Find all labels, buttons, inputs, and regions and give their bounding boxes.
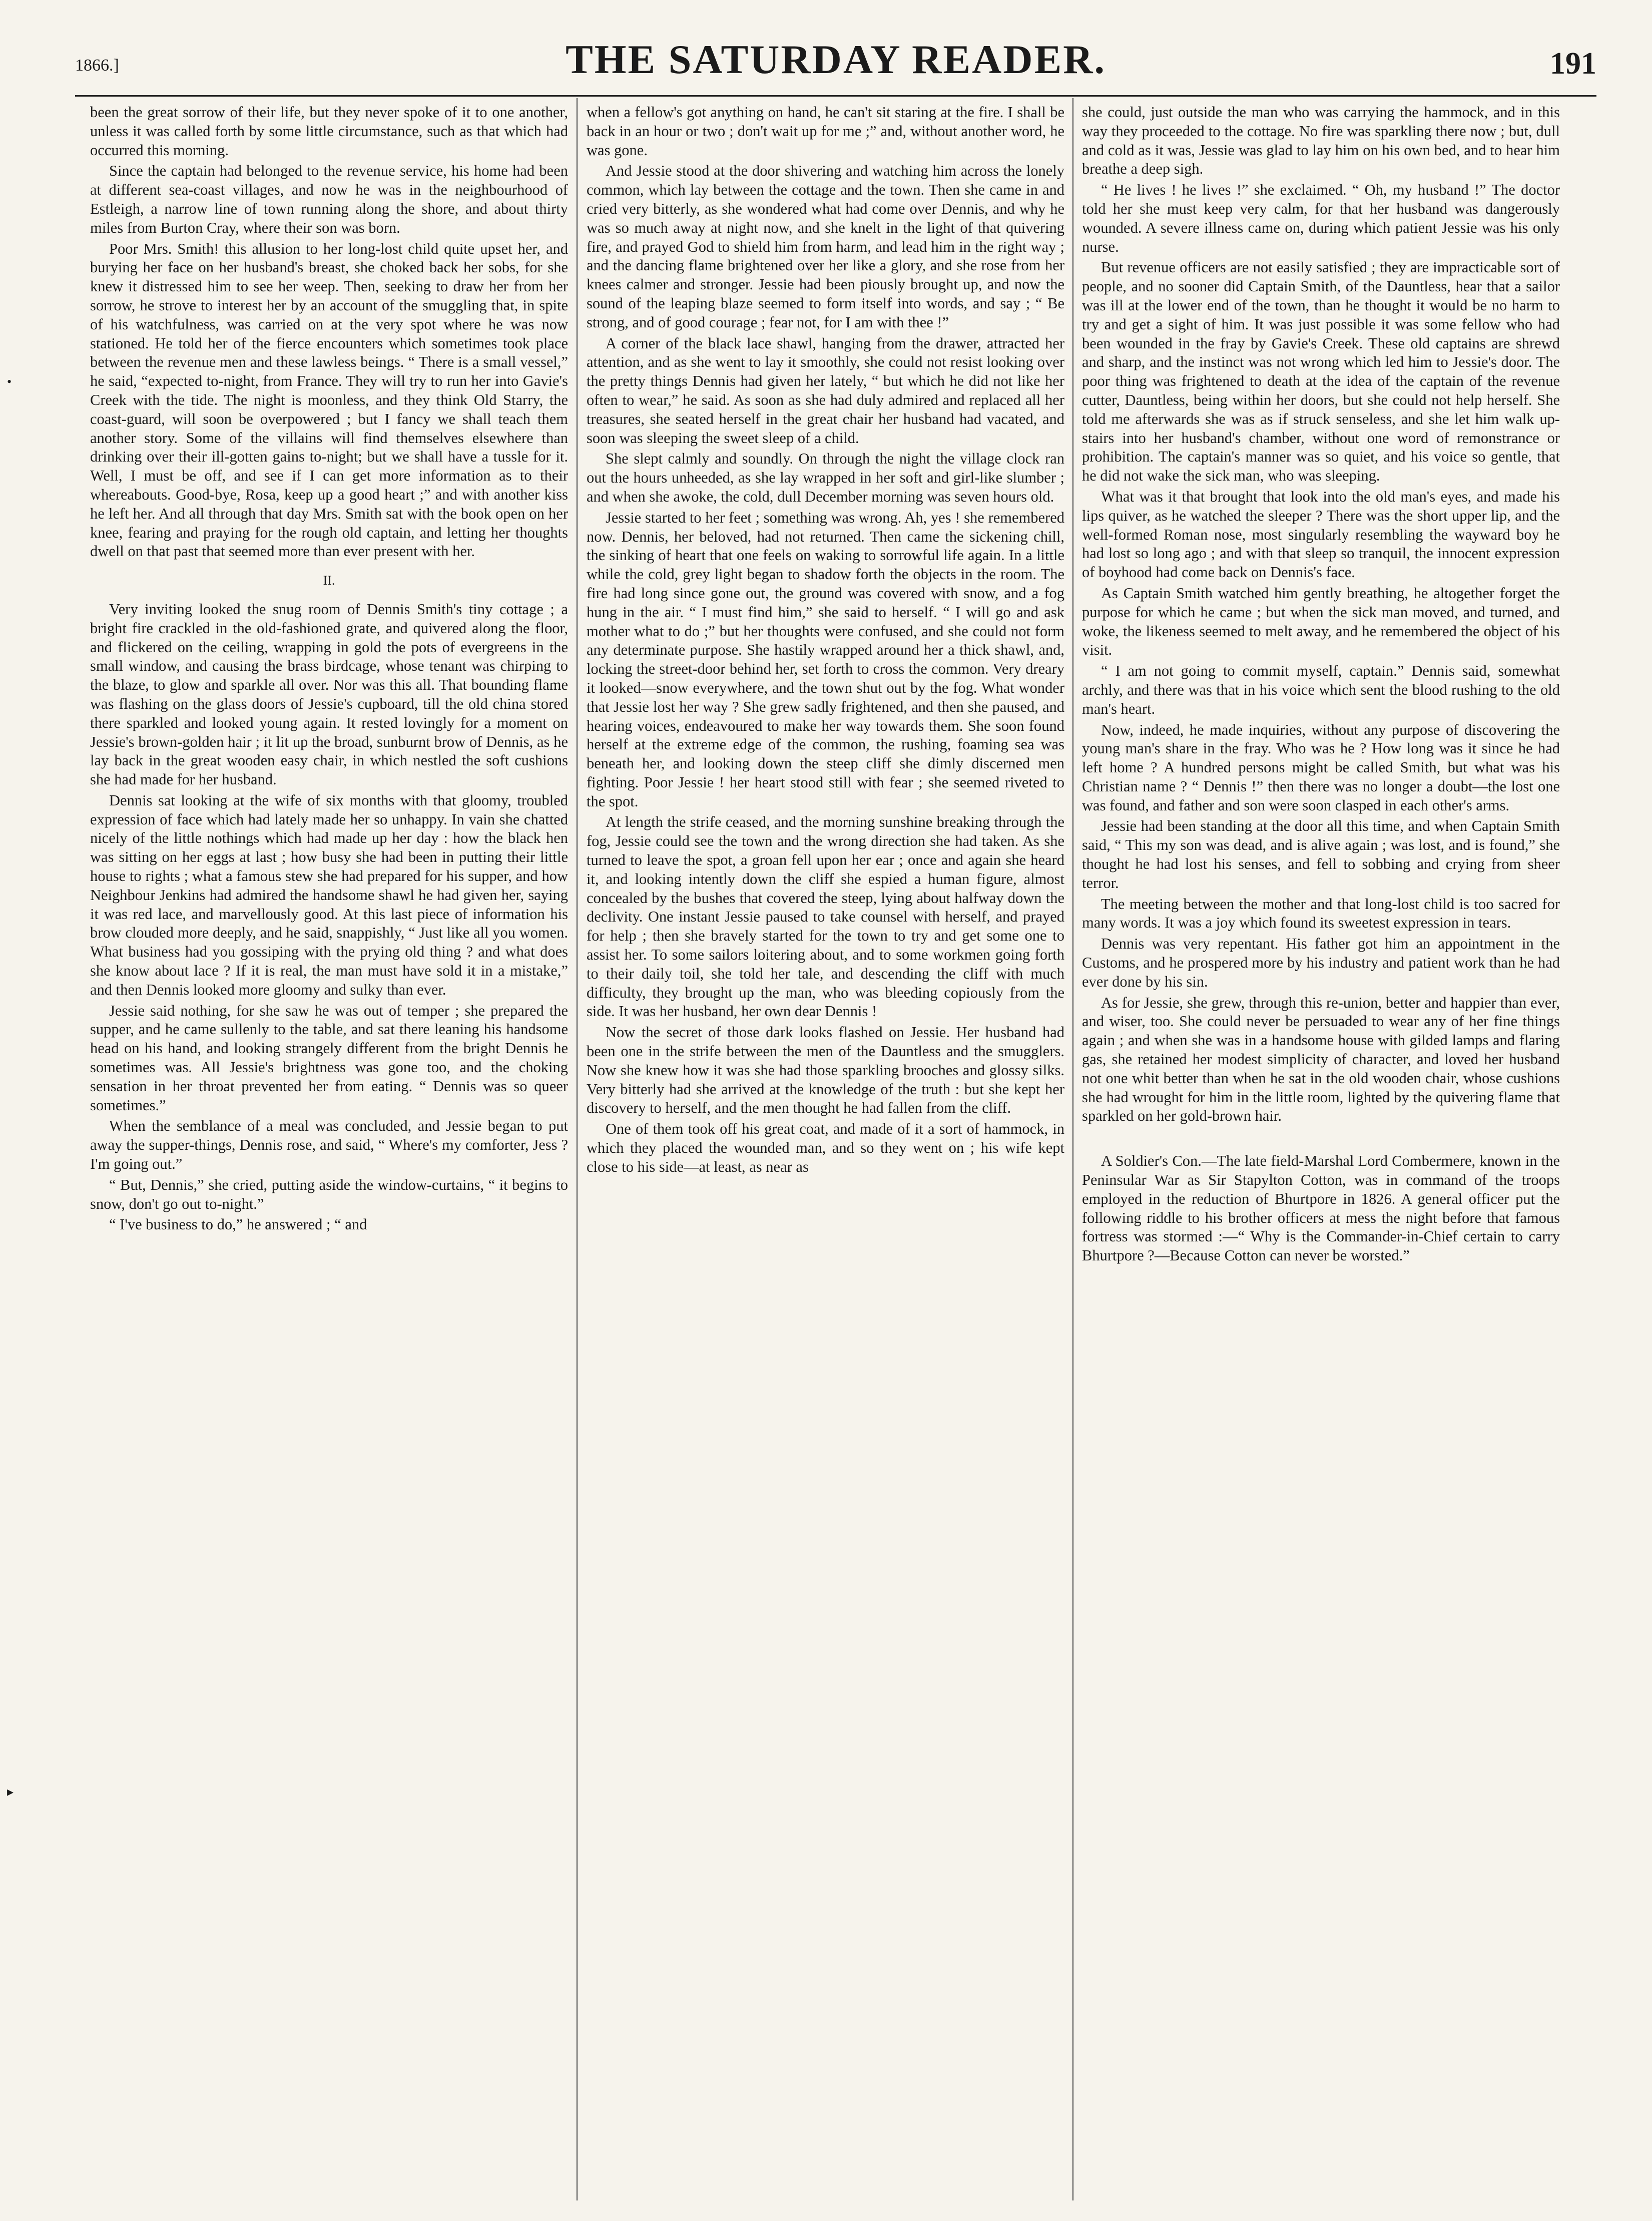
page-number: 191 <box>1550 47 1596 81</box>
article-paragraph: As Captain Smith watched him gently breathing, he altogether forget the purpose for which he came ; but when the sick man moved, and turned, and woke, the likeness seemed to melt away, and he remembered the object of his visit. <box>1082 584 1560 659</box>
article-paragraph: Dennis sat looking at the wife of six months with that gloomy, troubled expression of face which had lately made her so unhappy. In vain she chatted nicely of the little nothings which had made up her day : how the black hen was sitting on her eggs at last ; how busy she had been in putting their little house to rights ; what a famous stew she had prepared for his supper, and how Neighbour Jenkins had admired the handsome shawl he had given her, saying it was red lace, and marvellously good. At this last piece of information his brow clouded more deeply, and he said, snappishly, “ Just like all you women. What business had you gossiping with the prying old thing ? and what does she know about lace ? If it is real, the man must have sold it in a mistake,” and then Dennis looked more gloomy and sulky than ever. <box>90 791 568 998</box>
article-paragraph: When the semblance of a meal was concluded, and Jessie began to put away the supper-things, Dennis rose, and said, “ Where's my comforter, Jess ? I'm going out.” <box>90 1117 568 1173</box>
article-paragraph: when a fellow's got anything on hand, he can't sit staring at the fire. I shall be back in an hour or two ; don't wait up for me ;” and, without another word, he was gone. <box>587 104 1064 159</box>
article-paragraph: But revenue officers are not easily satisfied ; they are impracticable sort of people, and no sooner did Captain Smith, of the Dauntless, hear that a sailor was ill at the lower end of the town, than he thought it would be no harm to try and get a sight of him. It was just possible it was some fellow who had been wounded in the fray by Gavie's Creek. These old captains are shrewd and sharp, and the instinct was not wrong which led him to Jessie's door. The poor thing was frightened to death at the idea of the captain of the revenue cutter, Dauntless, being within her doors, but she could not help herself. She told me afterwards she was as if struck senseless, and she let him walk up-stairs into her husband's chamber, without one word of remonstrance or prohibition. The captain's manner was so quiet, and his voice so gentle, that he did not wake the sick man, who was sleeping. <box>1082 259 1560 485</box>
article-paragraph: Jessie had been standing at the door all this time, and when Captain Smith said, “ This my son was dead, and is alive again ; was lost, and is found,” she thought he had lost his senses, and fell to sobbing and crying from sheer terror. <box>1082 817 1560 892</box>
publication-title: THE SATURDAY READER. <box>566 37 1106 82</box>
margin-mark: ▸ <box>7 1785 14 1799</box>
article-paragraph: “ But, Dennis,” she cried, putting aside the window-curtains, “ it begins to snow, don't go out to-night.” <box>90 1176 568 1212</box>
article-paragraph: She slept calmly and soundly. On through the night the village clock ran out the hours unheeded, as she lay wrapped in her soft and girl-like slumber ; and when she awoke, the cold, dull December morning was seven hours old. <box>587 450 1064 505</box>
column-divider <box>577 98 578 2200</box>
margin-mark: • <box>7 374 12 389</box>
column-divider <box>1072 98 1073 2200</box>
article-paragraph: What was it that brought that look into the old man's eyes, and made his lips quiver, as he watched the sleeper ? There was the short upper lip, and the well-formed Roman nose, most singularly resembling the wayward boy he had lost so long ago ; and with that sleep so tranquil, the innocent expression of boyhood had come back on Dennis's face. <box>1082 488 1560 581</box>
article-paragraph: And Jessie stood at the door shivering and watching him across the lonely common, which lay between the cottage and the town. Then she came in and cried very bitterly, as she wondered what had come over Dennis, and why he was so much away at night now, and she knelt in the light of that quivering fire, and prayed God to shield him from harm, and lead him in the right way ; and the dancing flame brightened over her like a glory, and she rose from her knees calmer and stronger. Jessie had been piously brought up, and now the sound of the leaping blaze seemed to form itself into words, and say ; “ Be strong, and of good courage ; fear not, for I am with thee !” <box>587 162 1064 331</box>
article-paragraph: Since the captain had belonged to the revenue service, his home had been at different sea-coast villages, and now he was in the neighbourhood of Estleigh, a narrow line of town running along the shore, and about thirty miles from Burton Cray, where their son was born. <box>90 162 568 236</box>
article-paragraph: The meeting between the mother and that long-lost child is too sacred for many words. It was a joy which found its sweetest expression in tears. <box>1082 895 1560 932</box>
text-column-2 <box>587 103 1064 2195</box>
article-paragraph: Very inviting looked the snug room of Dennis Smith's tiny cottage ; a bright fire crackled in the old-fashioned grate, and quivered along the floor, and flickered on the ceiling, wrapping in gold the pots of evergreens in the small window, and causing the brass birdcage, whose tenant was chirping to the blaze, to glow and sparkle all over. Nor was this all. That bounding flame was flashing on the glass doors of Jessie's cupboard, till the old china stored there sparkled and looked young again. It rested lovingly for a moment on Jessie's brown-golden hair ; it lit up the broad, sunburnt brow of Dennis, as he lay back in the great wooden easy chair, in which nestled the soft cushions she had made for her husband. <box>90 600 568 788</box>
article-paragraph: “ I've business to do,” he answered ; “ and <box>109 1216 367 1233</box>
anecdote-paragraph: A Soldier's Con.—The late field-Marshal Lord Combermere, known in the Peninsular War as Sir Stapylton Cotton, was in command of the troops employed in the reduction of Bhurtpore in 1826. A general officer put the following riddle to his brother officers at mess the night before that famous fortress was stormed :—“ Why is the Commander-in-Chief certain to carry Bhurtpore ?—Because Cotton can never be worsted.” <box>1082 1152 1560 1264</box>
article-paragraph: “ He lives ! he lives !” she exclaimed. “ Oh, my husband !” The doctor told her she must keep very calm, for that her husband was dangerously wounded. A severe illness came on, during which patient Jessie was his only nurse. <box>1082 181 1560 255</box>
article-paragraph: “ I am not going to commit myself, captain.” Dennis said, somewhat archly, and there was that in his voice which sent the blood rushing to the old man's heart. <box>1082 662 1560 717</box>
article-paragraph: A corner of the black lace shawl, hanging from the drawer, attracted her attention, and as she went to lay it smoothly, she could not resist looking over the pretty things Dennis had given her lately, “ but which he did not like her often to wear,” he said. As soon as she had duly admired and replaced all her treasures, she seated herself in the great chair her husband had vacated, and soon was sleeping the sweet sleep of a child. <box>587 334 1064 447</box>
article-paragraph: Poor Mrs. Smith! this allusion to her long-lost child quite upset her, and burying her face on her husband's breast, she choked back her sobs, for she knew it distressed him to see her weep. Then, seeking to draw her from her sorrow, he strove to interest her by an account of the smuggling that, in spite of his watchfulness, was carried on at the very spot where he was now stationed. He told her of the fierce encounters which sometimes took place between the revenue men and these lawless beings. “ There is a small vessel,” he said, “expected to-night, from France. They will try to run her into Gavie's Creek with the tide. The night is moonless, and they think Old Starry, the coast-guard, will soon be overpowered ; but I fancy we shall teach them another story. Some of the villains will find themselves elsewhere than drinking over their ill-gotten gains to-night; but we shall have a tussle for it. Well, I must be off, and see if I can get more information as to their whereabouts. Good-bye, Rosa, keep up a good heart ;” and with another kiss he left her. And all through that day Mrs. Smith sat with the book open on her knee, fearing and praying for the rough old captain, and letting her thoughts dwell on that past that seemed more than ever present with her. <box>90 240 568 560</box>
article-paragraph: Now the secret of those dark looks flashed on Jessie. Her husband had been one in the strife between the men of the Dauntless and the smugglers. Now she knew how it was she had those sparkling brooches and glossy silks. Very bitterly had she arrived at the knowledge of the truth : but she kept her discovery to herself, and the men thought he had fallen from the cliff. <box>587 1024 1064 1117</box>
article-paragraph: One of them took off his great coat, and made of it a sort of hammock, in which they placed the wounded man, and so they went on ; his wife kept close to his side—at least, as near as <box>587 1120 1064 1175</box>
text-column-1 <box>90 103 568 2195</box>
article-paragraph: Dennis was very repentant. His father got him an appointment in the Customs, and he prospered more by his industry and patient work than he had ever done by his sin. <box>1082 935 1560 990</box>
issue-date: 1866.] <box>75 56 119 75</box>
text-column-3 <box>1082 103 1560 2195</box>
article-paragraph: At length the strife ceased, and the morning sunshine breaking through the fog, Jessie could see the town and the wrong direction she had taken. As she turned to leave the spot, a groan fell upon her ear ; once and again she heard it, and looking intently down the cliff she espied a human figure, almost concealed by the bushes that covered the steep, lying about halfway down the declivity. One instant Jessie paused to take counsel with herself, and prayed for help ; then she bravely started for the town to try and get some one to assist her. To some sailors loitering about, and to some workmen going forth to their daily toil, she told her tale, and descending the cliff with much difficulty, they brought up the man, who was bleeding copiously from the side. It was her husband, her own dear Dennis ! <box>587 813 1064 1020</box>
article-paragraph: As for Jessie, she grew, through this re-union, better and happier than ever, and wiser, too. She could never be persuaded to wear any of her fine things again ; and when she was in a handsome house with gilded lamps and flaring gas, she retained her modest simplicity of character, and loved her husband not one whit better than when he sat in the old wooden chair, whose cushions she had wrought for him in the little room, lighted by the quivering flame that sparkled on her gold-brown hair. <box>1082 994 1560 1125</box>
article-paragraph: Jessie said nothing, for she saw he was out of temper ; she prepared the supper, and he came sullenly to the table, and sat there leaning his handsome head on his hand, and looking strangely different from the bright Dennis he sometimes was. All Jessie's brightness was gone too, and the choking sensation in her throat prevented her from eating. “ Dennis was so queer sometimes.” <box>90 1002 568 1114</box>
article-paragraph: been the great sorrow of their life, but they never spoke of it to one another, unless it was called forth by some little circumstance, such as that which had occurred this morning. <box>90 104 568 159</box>
page-header <box>75 32 1596 92</box>
article-paragraph: Jessie started to her feet ; something was wrong. Ah, yes ! she remembered now. Dennis, her beloved, had not returned. Then came the sickening chill, the sinking of heart that one feels on waking to sorrowful life again. In a little while the cold, grey light began to shadow forth the objects in the room. The fire had long since gone out, the ground was covered with snow, and a fog hung in the air. “ I must find him,” she said to herself. “ I will go and ask mother what to do ;” but her thoughts were confused, and she could not form any determinate purpose. She hastily wrapped around her a thick shawl, and, locking the street-door behind her, set forth to cross the common. Very dreary it looked—snow everywhere, and the town shut out by the fog. What wonder that Jessie lost her way ? She grew sadly frightened, and then she paused, and hearing voices, endeavoured to make her way towards them. She soon found herself at the extreme edge of the common, the rushing, foaming sea was beneath her, and looking down the steep cliff she dimly discerned men fighting. Poor Jessie ! her heart stood still with fear ; she seemed riveted to the spot. <box>587 509 1064 810</box>
article-paragraph: Now, indeed, he made inquiries, without any purpose of discovering the young man's share in the fray. Who was he ? How long was it since he had left home ? A hundred persons might be called Smith, but what was his Christian name ? “ Dennis !” then there was no longer a doubt—the lost one was found, and father and son were soon clasped in each other's arms. <box>1082 721 1560 814</box>
article-paragraph: she could, just outside the man who was carrying the hammock, and in this way they proceeded to the cottage. No fire was sparkling there now ; but, dull and cold as it was, Jessie was glad to lay him on his own bed, and to hear him breathe a deep sigh. <box>1082 104 1560 178</box>
section-heading: II. <box>323 573 335 588</box>
header-rule <box>75 95 1596 97</box>
